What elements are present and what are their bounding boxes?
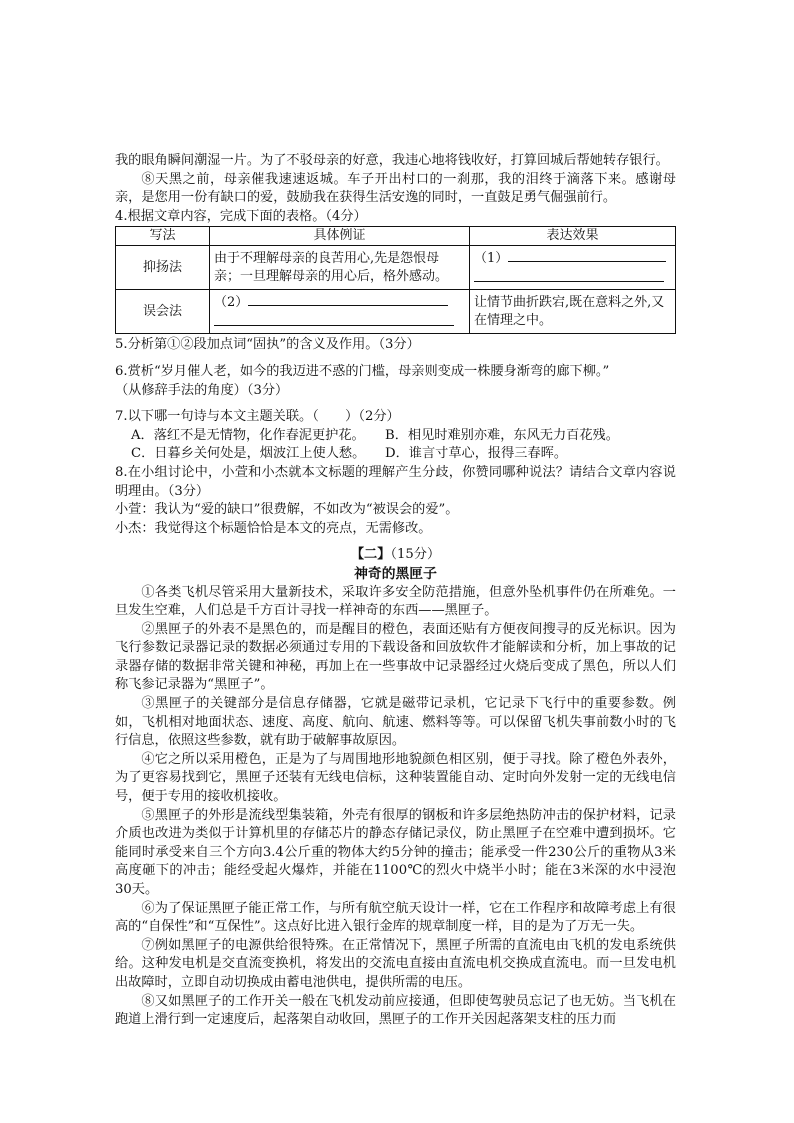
answer-blank-1-line2[interactable] [474,268,664,282]
answer-blank-2-line2[interactable] [214,312,454,326]
question-4-stem: 4.根据文章内容，完成下面的表格。（4分） [115,208,367,224]
answer-blank-1[interactable] [508,248,666,262]
question-7-options-row1 [115,427,676,446]
article-paragraph-3: ③黑匣子的关键部分是信息存储器，它就是磁带记录机，它记录下飞行中的重要参数。例如，飞机相对地面状态、速度、高度、航向、航速、燃料等等。可以保留飞机失事前数小时的飞行信息，依照这些参数，就有助于破解事故原因。 [115,696,676,749]
question-4-table [115,226,676,334]
row1-example: 由于不理解母亲的良苦用心,先是怨恨母亲；一旦理解母亲的用心后，格外感动。 [210,246,470,290]
article-paragraph-6: ⑥为了保证黑匣子能正常工作，与所有航空航天设计一样，它在工作程序和故障考虑上有很高的“自保性”和“互保性”。这点好比进入银行金库的规章制度一样，目的是为了万无一失。 [115,900,676,935]
question-5: 5.分析第①②段加点词“固执”的含义及作用。（3分） [115,337,420,353]
answer-blank-2[interactable] [248,292,448,306]
article-paragraph-8: ⑧又如黑匣子的工作开关一般在飞机发动前应接通，但即使驾驶员忘记了也无妨。当飞机在跑道上滑行到一定速度后，起落架自动收回，黑匣子的工作开关因起落架支柱的压力而 [115,993,676,1028]
question-6-line1: 6.赏析“岁月催人老，如今的我迈进不惑的门槛，母亲则变成一株腰身渐弯的廊下柳。” [115,363,610,379]
row2-method: 误会法 [116,290,210,334]
question-8-xuan: 小萱：我认为“爱的缺口”很费解，不如改为“被误会的爱”。 [115,502,459,518]
article-paragraph-2: ②黑匣子的外表不是黑色的，而是醒目的橙色，表面还贴有方便夜间搜寻的反光标识。因为飞行参数记录器记录的数据必须通过专用的下载设备和回放软件才能解读和分析，加上事故的记录器存储的数据非常关键和神秘，再加上在一些事故中记录器经过火烧后变成了黑色，所以人们称飞参记录器为“黑匣子”。 [115,621,676,693]
question-6-line2: （从修辞手法的角度）（3分） [115,382,289,398]
article-paragraph-7: ⑦例如黑匣子的电源供给很特殊。在正常情况下，黑匣子所需的直流电由飞机的发电系统供给。这种发电机是交直流变换机，将发出的交流电直接由直流电机交换成直流电。而一旦发电机出故障时，立即自动切换成由蓄电池供电，提供所需的电压。 [115,937,676,990]
table-row [116,290,676,334]
article-title: 神奇的黑匣子 [354,565,437,582]
article-paragraph-4: ④它之所以采用橙色，正是为了与周围地形地貌颜色相区别，便于寻找。除了橙色外表外，为了更容易找到它，黑匣子还装有无线电信标，这种装置能自动、定时向外发射一定的无线电信号，便于专用的接收机接收。 [115,751,676,805]
section-2-heading [115,546,676,565]
row2-effect: 让情节曲折跌宕,既在意料之外,又在情理之中。 [470,290,676,334]
row2-blank-label: （2） [214,294,249,310]
row1-method: 抑扬法 [116,246,210,290]
question-8-stem: 8.在小组讨论中，小萱和小杰就本文标题的理解产生分歧，你赞同哪种说法？请结合文章内容说明理由。（3分） [115,464,676,499]
row1-effect-cell [470,246,676,290]
header-example: 具体例证 [210,227,470,246]
table-row [116,246,676,290]
question-7-options-row2 [115,445,676,464]
option-b[interactable]: B．相见时难别亦难，东风无力百花残。 [385,427,619,443]
header-effect: 表达效果 [470,227,676,246]
table-header-row [116,227,676,246]
section-2-score: （15分） [390,547,441,563]
option-d[interactable]: D．谁言寸草心，报得三春晖。 [385,446,568,462]
row1-blank-label: （1） [474,250,509,266]
question-7-stem: 7.以下哪一句诗与本文主题关联。（ ）（2分） [115,409,400,425]
row2-example-cell [210,290,470,334]
header-method: 写法 [116,227,210,246]
option-c[interactable]: C．日暮乡关何处是，烟波江上使人愁。 [131,446,366,462]
article-paragraph-1: ①各类飞机尽管采用大量新技术，采取许多安全防范措施，但意外坠机事件仍在所难免。一旦发生空难，人们总是千方百计寻找一样神奇的东西——黑匣子。 [115,584,676,619]
section-2-label: 【二】 [350,547,391,563]
option-a[interactable]: A．落红不是无情物，化作春泥更护花。 [131,427,365,443]
article-paragraph-5: ⑤黑匣子的外形是流线型集装箱，外壳有很厚的钢板和许多层绝热防冲击的保护材料，记录介质也改进为类似于计算机里的存储芯片的静态存储记录仪，防止黑匣子在空难中遭到损坏。它能同时承受来自三个方向3.4公斤重的物体大约5分钟的撞击；能承受一件230公斤的重物从3米高度砸下的冲击；能经受起火爆炸，并能在1100℃的烈火中烧半小时；能在3米深的水中浸泡30天。 [115,807,676,897]
exam-page [115,152,676,1030]
intro-paragraph-2: ⑧天黑之前，母亲催我速速返城。车子开出村口的一刹那，我的泪终于滴落下来。感谢母亲，是您用一份有缺口的爱，鼓励我在获得生活安逸的同时，一直鼓足勇气倔强前行。 [115,171,676,206]
question-8-jie: 小杰：我觉得这个标题恰恰是本文的亮点，无需修改。 [115,520,432,536]
intro-paragraph-1: 我的眼角瞬间潮湿一片。为了不驳母亲的好意，我违心地将钱收好，打算回城后帮她转存银行。 [115,153,669,168]
